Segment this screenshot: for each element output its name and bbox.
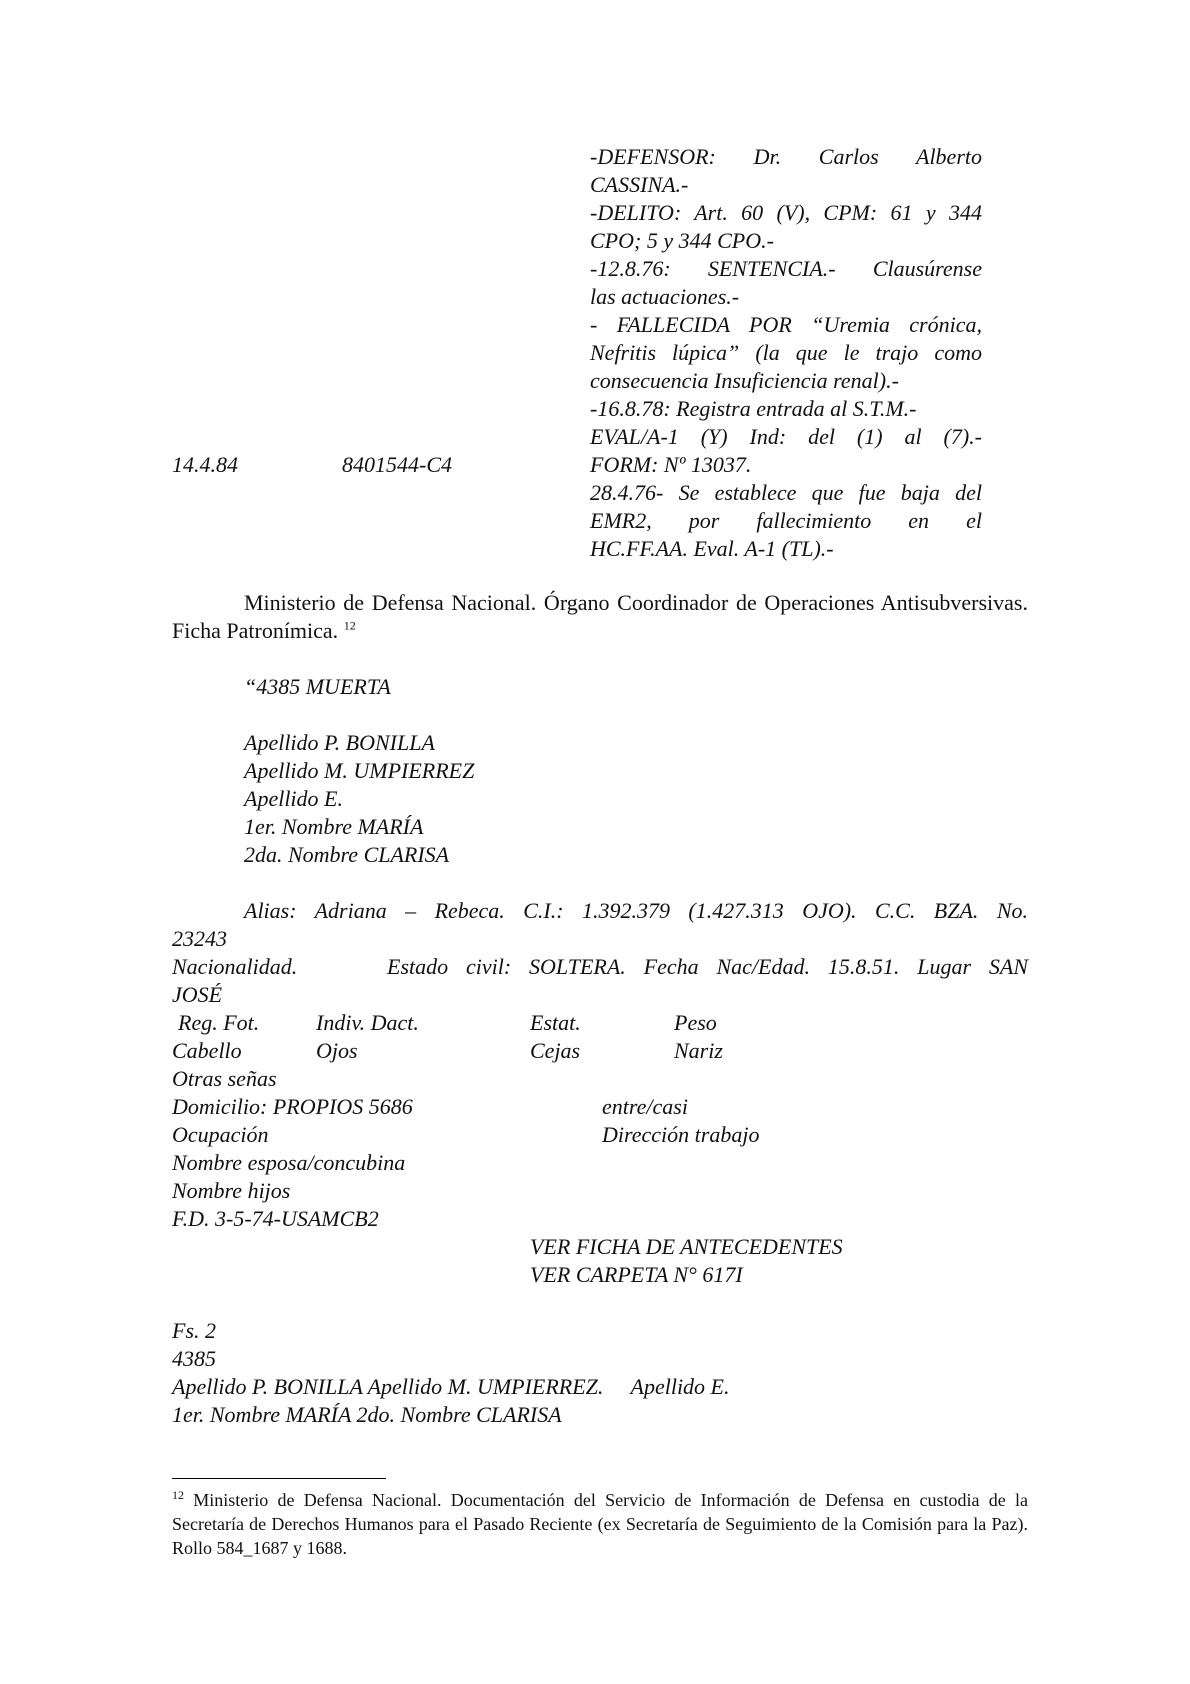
footnote <box>172 1488 1028 1560</box>
entre-casi-label: entre/casi <box>602 1094 688 1119</box>
estado-continuation: JOSÉ <box>172 982 223 1007</box>
footnote-divider <box>172 1478 386 1479</box>
ver-carpeta-line: VER CARPETA N° 617I <box>530 1262 743 1287</box>
record-line: Nefritis lúpica” (la que le trajo como <box>590 340 982 365</box>
fs-label: Fs. 2 <box>172 1318 216 1343</box>
domicilio-line: Domicilio: PROPIOS 5686 <box>172 1094 413 1119</box>
estat-label: Estat. <box>530 1010 581 1035</box>
name-line: Apellido M. UMPIERREZ <box>244 758 475 783</box>
record-line: HC.FF.AA. Eval. A-1 (TL).- <box>590 536 834 561</box>
record-line: -DEFENSOR: Dr. Carlos Alberto <box>590 144 982 169</box>
record-line: - FALLECIDA POR “Uremia crónica, <box>590 312 982 337</box>
alias-continuation: 23243 <box>172 926 227 951</box>
name-line: 2da. Nombre CLARISA <box>244 842 450 867</box>
hijos-label: Nombre hijos <box>172 1178 291 1203</box>
record-line: CASSINA.- <box>590 172 689 197</box>
fd-line: F.D. 3-5-74-USAMCB2 <box>172 1206 379 1231</box>
record-detail-column <box>590 143 982 563</box>
ocupacion-label: Ocupación <box>172 1122 269 1147</box>
fs-number: 4385 <box>172 1346 216 1371</box>
nacionalidad-label: Nacionalidad. <box>172 954 298 979</box>
intro-text: Ministerio de Defensa Nacional. Órgano Coordinador de Operaciones Antisubversivas. Ficha Patronímica. <box>172 590 1028 643</box>
cejas-label: Cejas <box>530 1038 581 1063</box>
nariz-label: Nariz <box>674 1038 723 1063</box>
fs-names-line: Apellido P. BONILLA Apellido M. UMPIERREZ. Apellido E. <box>172 1374 730 1399</box>
ver-ficha-line: VER FICHA DE ANTECEDENTES <box>530 1234 843 1259</box>
fs-names-line: 1er. Nombre MARÍA 2do. Nombre CLARISA <box>172 1402 562 1427</box>
alias-line: Alias: Adriana – Rebeca. C.I.: 1.392.379 (1.427.313 OJO). C.C. BZA. No. <box>244 898 1028 923</box>
record-line: EVAL/A-1 (Y) Ind: del (1) al (7).- <box>590 424 982 449</box>
record-line: consecuencia Insuficiencia renal).- <box>590 368 899 393</box>
record-line: FORM: Nº 13037. <box>590 452 752 477</box>
indiv-dact-label: Indiv. Dact. <box>316 1010 419 1035</box>
record-line: -DELITO: Art. 60 (V), CPM: 61 y 344 <box>590 200 982 225</box>
record-date: 14.4.84 <box>172 452 238 477</box>
name-line: Apellido P. BONILLA <box>244 730 435 755</box>
intro-paragraph <box>172 589 1028 645</box>
footnote-ref: 12 <box>343 618 356 633</box>
otras-senas-label: Otras señas <box>172 1066 277 1091</box>
peso-label: Peso <box>674 1010 717 1035</box>
ojos-label: Ojos <box>316 1038 358 1063</box>
estado-civil-line: Estado civil: SOLTERA. Fecha Nac/Edad. 15.8.51. Lugar SAN <box>387 954 1028 979</box>
direccion-trabajo-label: Dirección trabajo <box>602 1122 760 1147</box>
record-line: CPO; 5 y 344 CPO.- <box>590 228 774 253</box>
ficha-heading: “4385 MUERTA <box>244 674 391 699</box>
record-line: 28.4.76- Se establece que fue baja del <box>590 480 982 505</box>
reg-fot-label: Reg. Fot. <box>178 1010 260 1035</box>
name-line: Apellido E. <box>244 786 343 811</box>
name-line: 1er. Nombre MARÍA <box>244 814 424 839</box>
footnote-number: 12 <box>172 1488 184 1502</box>
record-line: -12.8.76: SENTENCIA.- Clausúrense <box>590 256 982 281</box>
esposa-label: Nombre esposa/concubina <box>172 1150 406 1175</box>
record-line: -16.8.78: Registra entrada al S.T.M.- <box>590 396 917 421</box>
cabello-label: Cabello <box>172 1038 242 1063</box>
footnote-text: Ministerio de Defensa Nacional. Documentación del Servicio de Información de Defensa en custodia de la Secretaría de Derechos Humanos para el Pasado Reciente (ex Secretaría de Seguimiento de la Comisión para la Paz). Rollo 584_1687 y 1688. <box>172 1490 1029 1558</box>
record-line: las actuaciones.- <box>590 284 740 309</box>
record-code: 8401544-C4 <box>342 452 452 477</box>
record-line: EMR2, por fallecimiento en el <box>590 508 982 533</box>
